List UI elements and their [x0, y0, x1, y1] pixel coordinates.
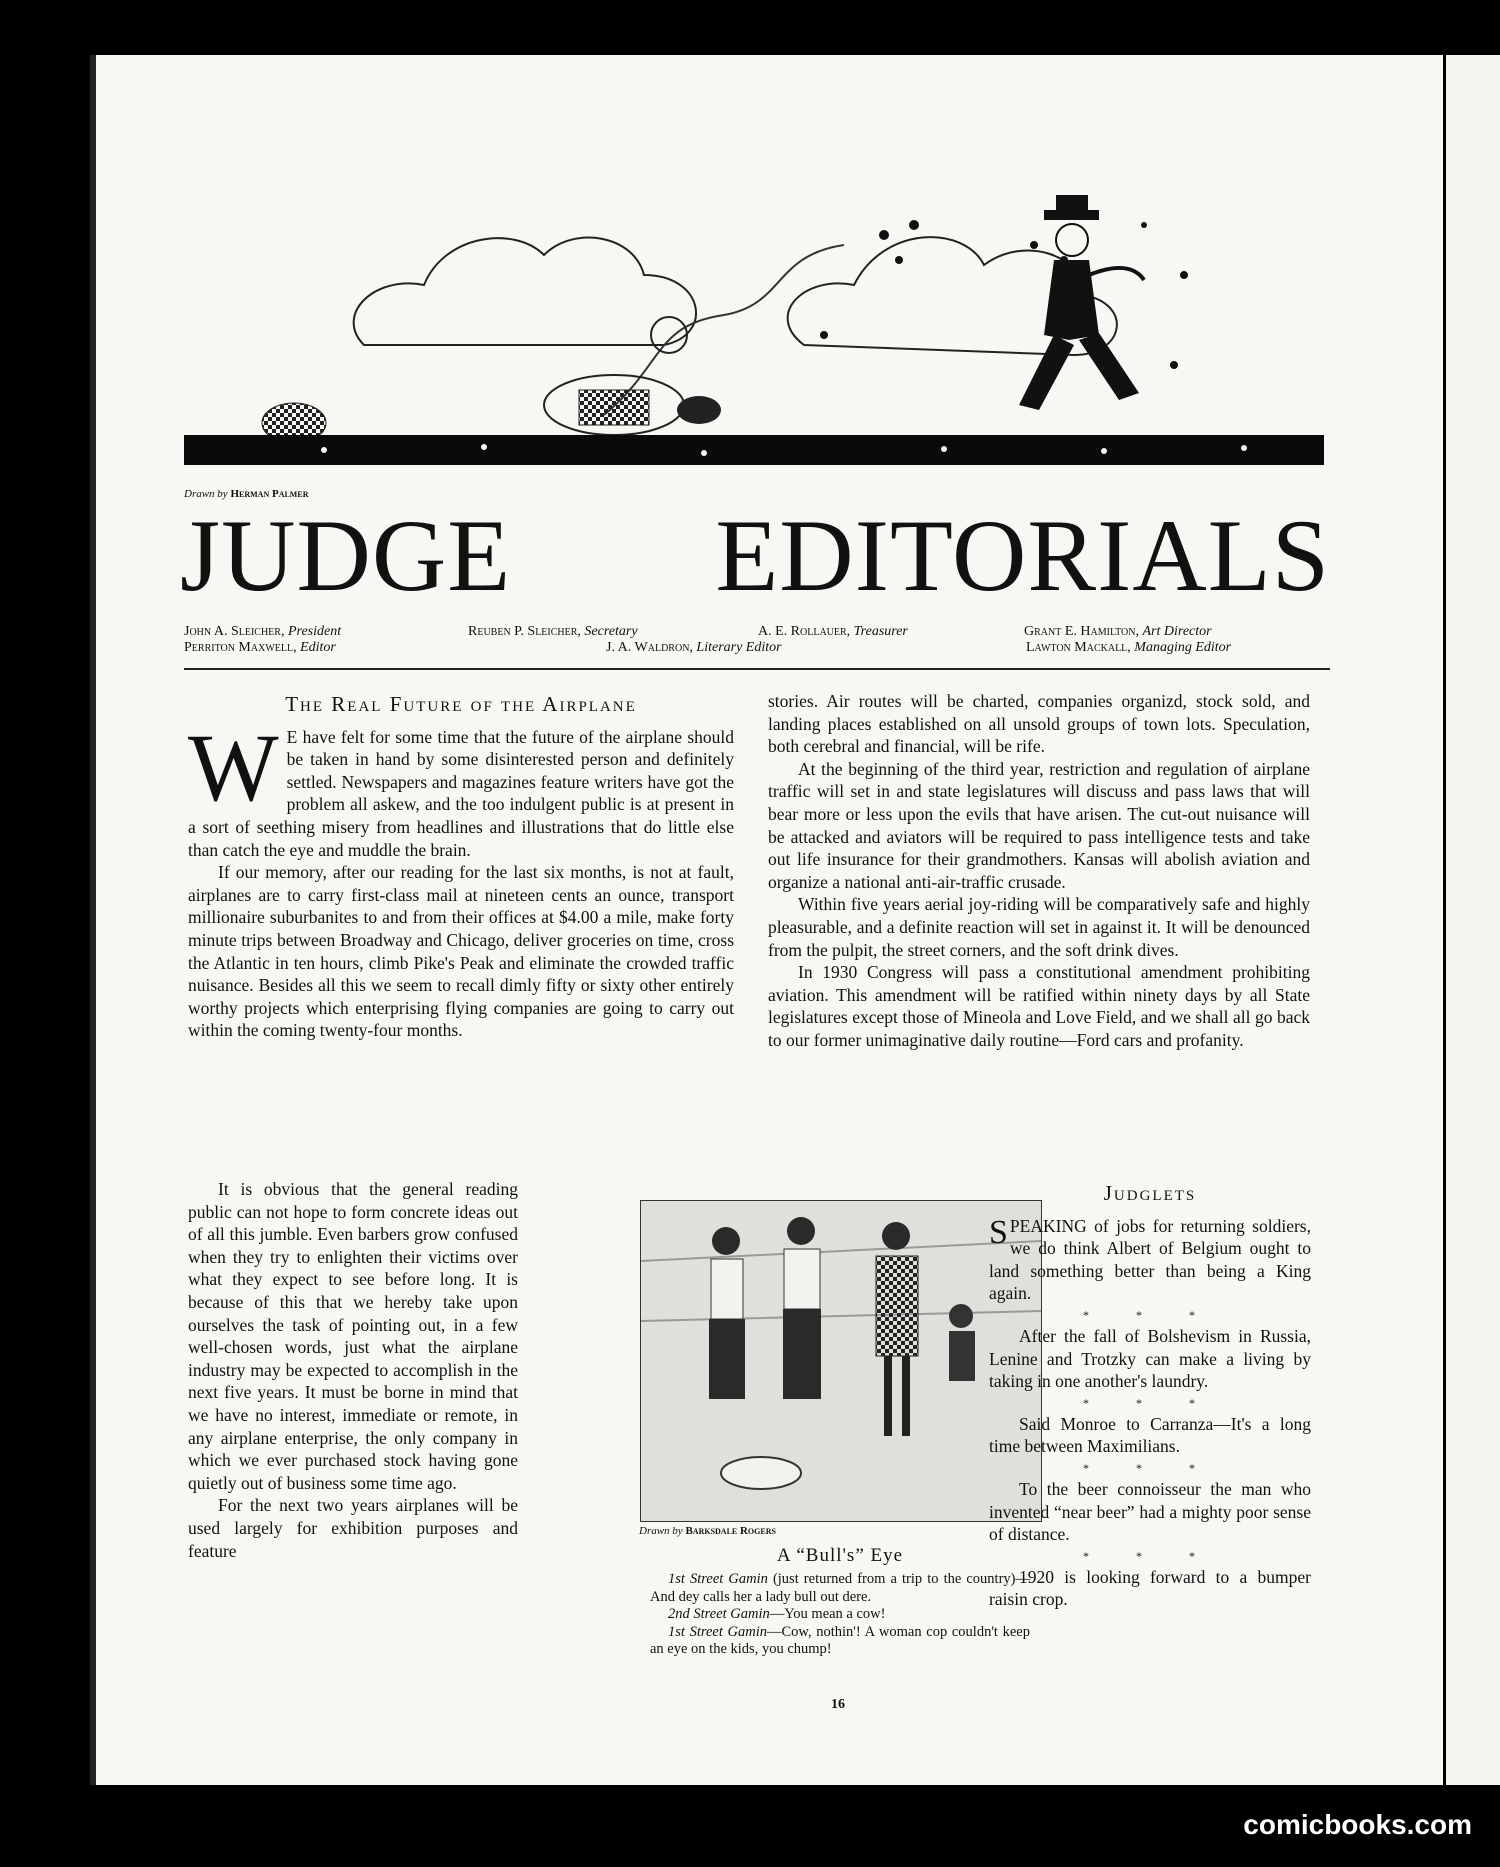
staff-entry: John A. Sleicher, President	[184, 624, 342, 639]
article-paragraph: At the beginning of the third year, restriction and regulation of airplane traffic will set in and state legislatures will discuss and pass laws that will bear more or less upon the evils that have arisen. The cut-out nuisance will be attacked and aviators will be required to pass intelligence tests and take out life insurance for their grandmothers. Kansas will abolish aviation and organize a national anti-air-traffic crusade.	[768, 758, 1310, 892]
staff-entry: Perriton Maxwell, Editor	[184, 640, 336, 655]
page-number: 16	[831, 1697, 845, 1712]
cloud-left	[354, 238, 696, 345]
judglets-dropcap: S	[989, 1213, 1008, 1251]
dancing-cowboy-figure	[1019, 195, 1144, 410]
judglets-column	[989, 1182, 1311, 1611]
article-paragraph: It is obvious that the general reading public can not hope to form concrete ideas out of all this jumble. Even barbers grow confused when they try to enlighten their victims over what they expect to see before long. It is because of this that we hereby take upon ourselves the task of pointing out, in a few well-chosen words, just what the airplane industry may be expected to accomplish in the next five years. It must be borne in mind that we have no interest, immediate or remote, in any airplane enterprise, the only company in which we ever purchased stock having gone quietly out of business some time ago.	[188, 1179, 518, 1493]
article-paragraph: W E have felt for some time that the future of the airplane should be taken in hand by some disinterested person and definitely settled. Newspapers and magazines feature writers have got the problem all askew, and the too indulgent public is at present in a sort of seething misery from headlines and illustrations that do little else than catch the eye and muddle the brain.	[188, 713, 734, 860]
facing-page-edge	[1446, 55, 1500, 1785]
header-illustration	[184, 165, 1324, 485]
cartoon-credit: Drawn by Barksdale Rogers	[639, 1525, 776, 1537]
reclining-woman-figure	[544, 317, 687, 435]
article-paragraph: If our memory, after our reading for the last six months, is not at fault, airplanes are to carry first-class mail at nineteen cents an ounce, transport millionaire suburbanites to and from their offices at $4.00 a mile, make forty minute trips between Broadway and Chicago, deliver groceries on time, cross the Atlantic in ten hours, climb Pike's Peak and eliminate the crowded traffic nuisance. Besides all this we seem to recall dimly fifty or sixty other entirely worthy projects which enterprising flying companies are going to carry out within the coming twenty-four months.	[188, 862, 734, 1041]
cartoon-illustration	[640, 1200, 1042, 1522]
magazine-page	[90, 55, 1443, 1785]
separator-stars: * * *	[1083, 1460, 1217, 1475]
article-paragraph: In 1930 Congress will pass a constitutional amendment prohibiting aviation. This amendment will be ratified within ninety days by all State legislatures except those of Mineola and Love Field, and we shall all go back to our former unimaginative daily routine—Ford cars and profanity.	[768, 962, 1310, 1050]
article-paragraph: Within five years aerial joy-riding will be comparatively safe and highly pleasurable, and a definite reaction will set in against it. It will be denounced from the pulpit, the street corners, and the soft drink dives.	[768, 894, 1310, 960]
masthead-word-judge: JUDGE	[180, 499, 512, 613]
article-paragraph: stories. Air routes will be charted, companies organizd, stock sold, and landing places established on all unsold groups of town lots. Speculation, both cerebral and financial, will be rife.	[768, 691, 1310, 757]
separator-stars: * * *	[1083, 1395, 1217, 1410]
masthead-title	[180, 501, 1330, 611]
article-heading: The Real Future of the Airplane	[285, 692, 637, 716]
ground-strip	[184, 435, 1324, 465]
judglets-heading: Judglets	[1103, 1181, 1197, 1205]
staff-entry: Lawton Mackall, Managing Editor	[1026, 640, 1232, 655]
article-paragraph: For the next two years airplanes will be used largely for exhibition purposes and feature	[188, 1495, 518, 1561]
staff-entry: J. A. Waldron, Literary Editor	[606, 640, 782, 655]
staff-entry: Grant E. Hamilton, Art Director	[1024, 624, 1212, 639]
header-art-credit: Drawn by Herman Palmer	[184, 488, 309, 500]
article-column-2	[768, 690, 1310, 1052]
article-dropcap: W	[188, 713, 279, 821]
separator-stars: * * *	[1083, 1548, 1217, 1563]
separator-stars: * * *	[1083, 1307, 1217, 1322]
dog-figure	[721, 1457, 801, 1489]
judglet-item: Said Monroe to Carranza—It's a long time between Maximilians.	[989, 1413, 1311, 1457]
cartoon-caption: 1st Street Gamin (just returned from a trip to the country)—And dey calls her a lady bull out dere. 2nd Street Gamin—You mean a cow! 1st Street Gamin—Cow, nothin'! A woman cop couldn't keep an eye on the kids, you chump!	[650, 1571, 1030, 1658]
staff-entry: A. E. Rollauer, Treasurer	[758, 624, 908, 639]
staff-entry: Reuben P. Sleicher, Secretary	[468, 624, 638, 639]
article-column-1	[188, 693, 734, 1042]
staff-divider	[184, 668, 1330, 670]
judglet-item: 1920 is looking forward to a bumper raisin crop.	[989, 1566, 1311, 1610]
judglet-item: After the fall of Bolshevism in Russia, Lenine and Trotzky can make a living by taking in one another's laundry.	[989, 1325, 1311, 1392]
article-column-1-narrow	[188, 1178, 518, 1562]
masthead-word-editorials: EDITORIALS	[715, 499, 1330, 613]
small-child-figure	[949, 1304, 975, 1381]
judglet-item: SPEAKING of jobs for returning soldiers, we do think Albert of Belgium ought to land something better than being a King again.	[989, 1213, 1311, 1304]
watermark: comicbooks.com	[1243, 1809, 1472, 1840]
cartoon-title: A “Bull's” Eye	[776, 1545, 904, 1566]
judglet-item: To the beer connoisseur the man who invented “near beer” had a mighty poor sense of distance.	[989, 1478, 1311, 1545]
